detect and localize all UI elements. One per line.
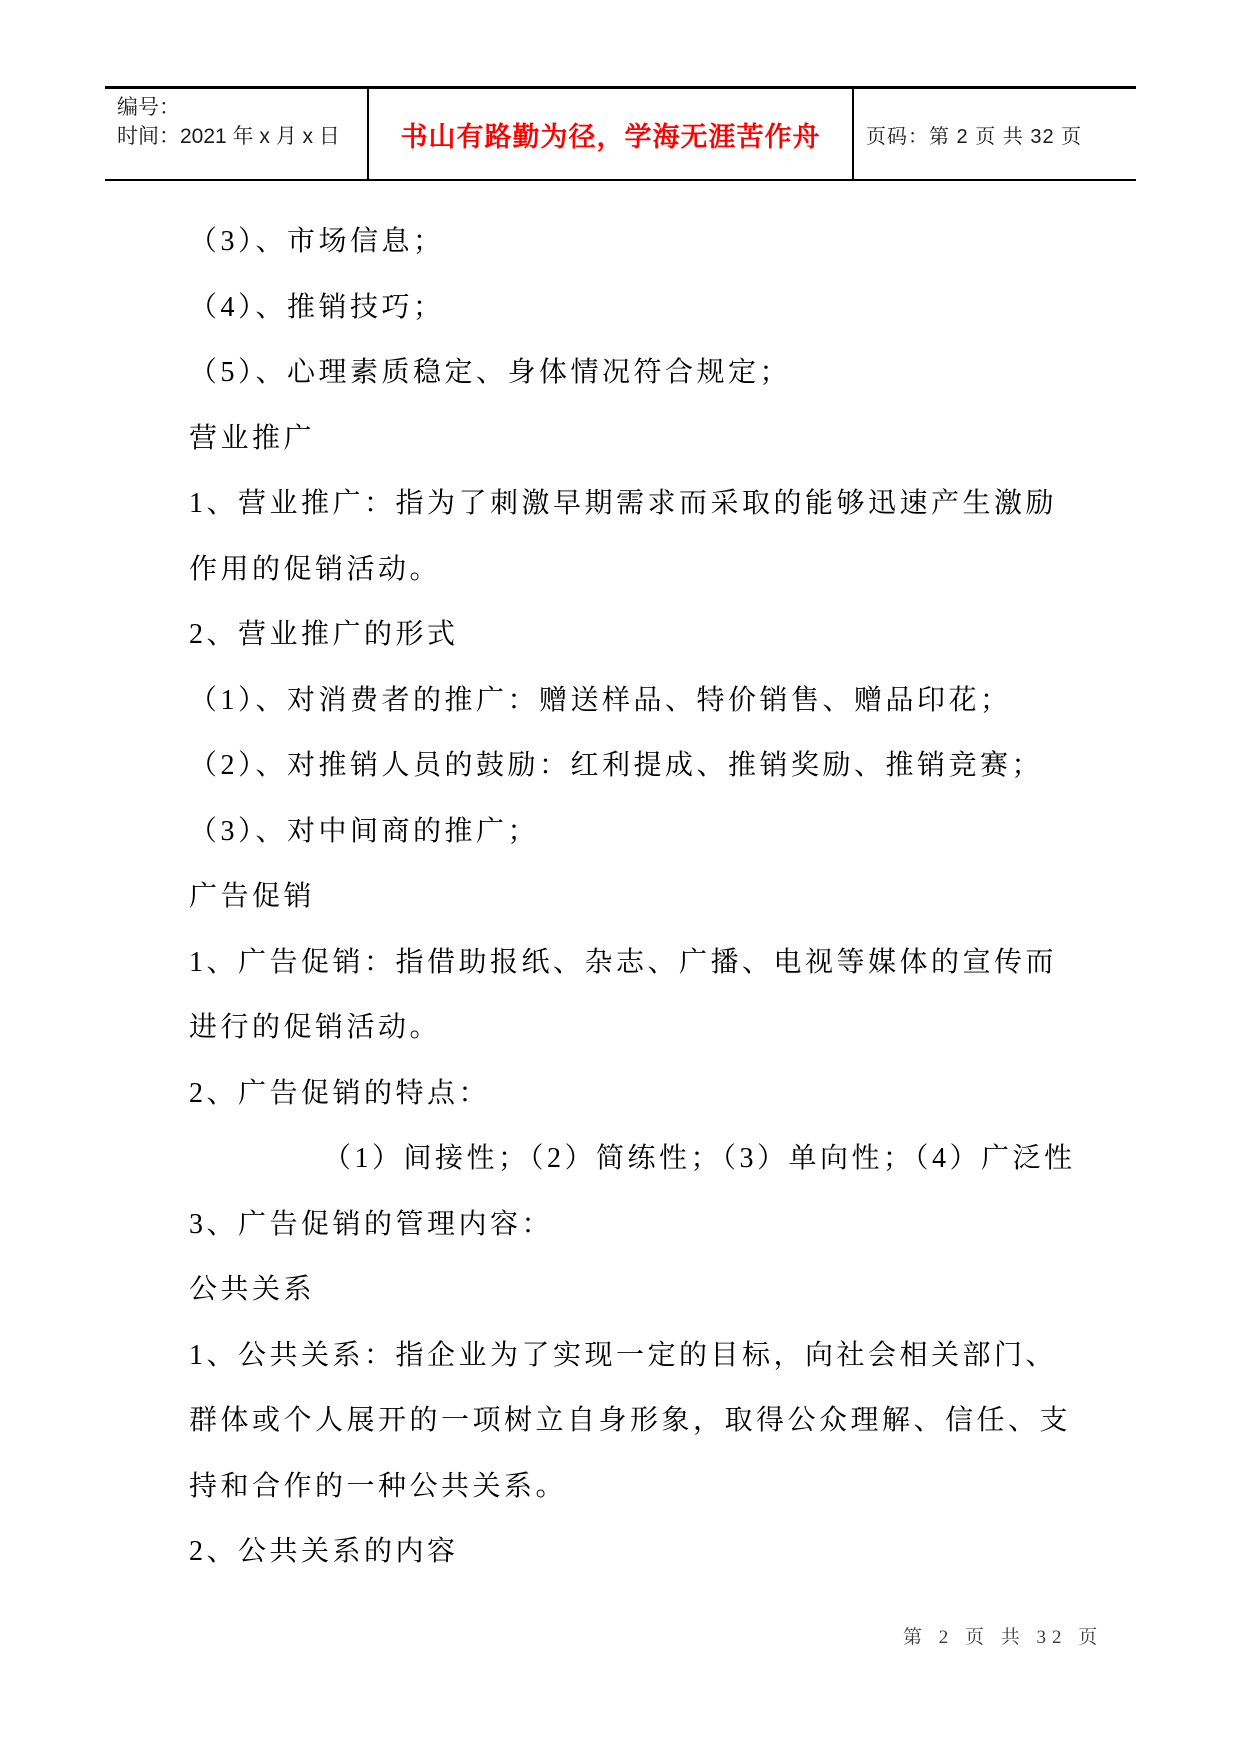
body-line: 持和合作的一种公共关系。 [189,1470,568,1502]
body-line: （1）间接性；（2）简练性；（3）单向性；（4）广泛性 [323,1143,1076,1174]
body-line: 2、公共关系的内容 [189,1536,459,1567]
header-page-cell [854,89,1136,179]
body-line: 1、广告促销：指借助报纸、杂志、广播、电视等媒体的宣传而 [189,946,1058,978]
body-line: 1、营业推广：指为了刺激早期需求而采取的能够迅速产生激励 [189,488,1058,519]
header-number-label: 编号： [117,96,180,119]
section-heading: 公共关系 [189,1274,316,1305]
body-line: 2、广告促销的特点： [189,1077,491,1109]
body-line: （2）、对推销人员的鼓励：红利提成、推销奖励、推销竞赛； [189,750,1044,781]
body-line: 1、公共关系：指企业为了实现一定的目标，向社会相关部门、 [189,1339,1058,1371]
header-meta-cell [105,89,367,179]
body-line: 作用的促销活动。 [189,553,442,585]
header-motto-cell [367,89,854,179]
header-motto-text: 书山有路勤为径，学海无涯苦作舟 [400,121,821,152]
document-body [189,209,1089,1585]
body-line: （5）、心理素质稳定、身体情况符合规定； [189,357,792,388]
body-line: （3）、市场信息； [189,226,445,257]
body-line: （1）、对消费者的推广：赠送样品、特价销售、赠品印花； [189,684,1012,716]
body-line: 3、广告促销的管理内容： [189,1208,554,1240]
body-line: 群体或个人展开的一项树立自身形象，取得公众理解、信任、支 [189,1405,1072,1436]
body-line: （3）、对中间商的推广； [189,815,540,847]
body-line: 2、营业推广的形式 [189,619,459,650]
page-header-table [105,86,1136,181]
footer-page-number: 第 2 页 共 32 页 [903,1627,1104,1648]
body-line: （4）、推销技巧； [189,291,445,323]
header-page-label: 页码：第 2 页 共 32 页 [866,125,1083,148]
header-date-label: 时间：2021 年 x 月 x 日 [117,125,340,148]
body-line: 进行的促销活动。 [189,1012,442,1043]
section-heading: 营业推广 [189,422,316,454]
section-heading: 广告促销 [189,881,316,912]
